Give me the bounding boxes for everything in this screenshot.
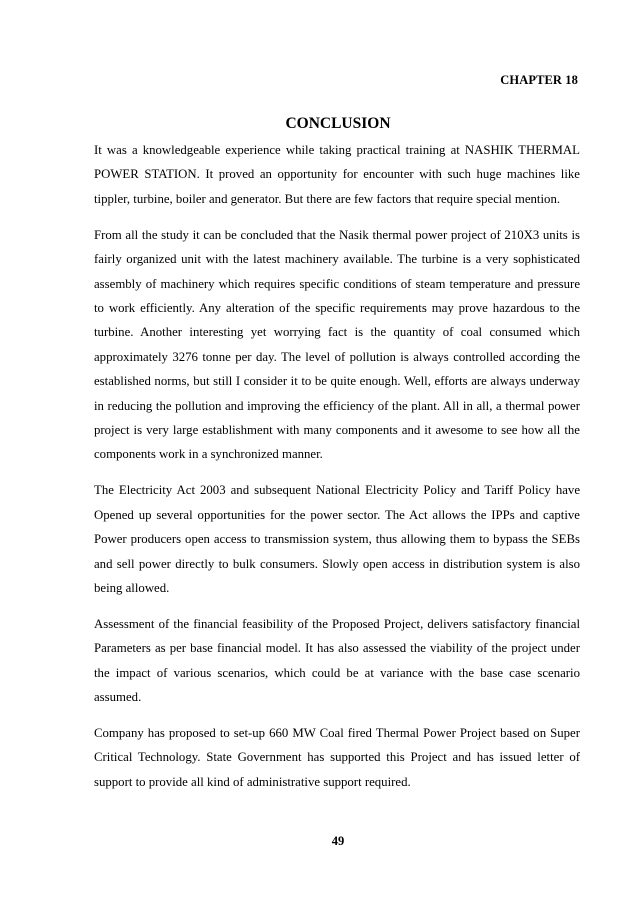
body-text	[94, 138, 580, 806]
paragraph-financial-assessment: Assessment of the financial feasibility of the Proposed Project, delivers satisfactory financial Parameters as per base financial model. It has also assessed the viability of the project under the impact of various scenarios, which could be at variance with the base case scenario assumed.	[94, 616, 580, 705]
paragraph-study-conclusion: From all the study it can be concluded that the Nasik thermal power project of 210X3 units is fairly organized unit with the latest machinery available. The turbine is a very sophisticated assembly of machinery which requires specific conditions of steam temperature and pressure to work efficiently. Any alteration of the specific requirements may prove hazardous to the turbine. Another interesting yet worrying fact is the quantity of coal consumed which approximately 3276 tonne per day. The level of pollution is always controlled according the established norms, but still I consider it to be quite enough. Well, efforts are always underway in reducing the pollution and improving the efficiency of the plant. All in all, a thermal power project is very large establishment with many components and it awesome to see how all the components work in a synchronized manner.	[94, 227, 580, 462]
paragraph-electricity-act: The Electricity Act 2003 and subsequent National Electricity Policy and Tariff Policy have Opened up several opportunities for the power sector. The Act allows the IPPs and captive Power producers open access to transmission system, thus allowing them to bypass the SEBs and sell power directly to bulk consumers. Slowly open access in distribution system is also being allowed.	[94, 483, 580, 595]
paragraph-company-proposal: Company has proposed to set-up 660 MW Coal fired Thermal Power Project based on Super Critical Technology. State Government has supported this Project and has issued letter of support to provide all kind of administrative support required.	[94, 725, 580, 789]
paragraph-intro: It was a knowledgeable experience while taking practical training at NASHIK THERMAL POWER STATION. It proved an opportunity for encounter with such huge machines like tippler, turbine, boiler and generator. But there are few factors that require special mention.	[94, 143, 580, 206]
chapter-label: CHAPTER 18	[500, 73, 578, 87]
page-title: CONCLUSION	[285, 115, 391, 132]
page-number: 49	[331, 834, 345, 848]
